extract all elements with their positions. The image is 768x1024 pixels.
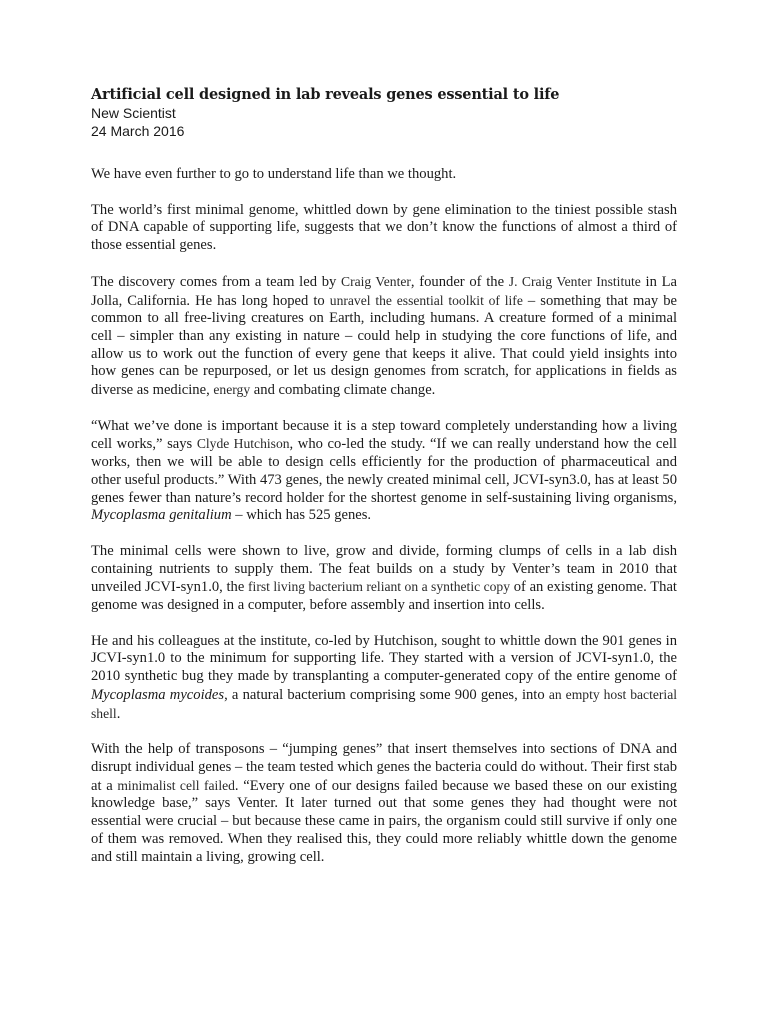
paragraph-7-text-a: With the help of transposons – “jumping genes” that insert themselves into sections of DNA and disrupt individual genes – the team tested which genes the bacteria could do without. Their first stab at a	[91, 741, 677, 794]
paragraph-4-text-a: “What we’ve done is important because it is a step toward completely understanding how a living cell works,” says	[91, 417, 677, 453]
paragraph-2	[91, 202, 677, 255]
article-source: New Scientist	[91, 105, 176, 121]
paragraph-3-text-e: and combating climate change.	[250, 382, 436, 399]
link-toolkit-of-life[interactable]: unravel the essential toolkit of life	[329, 292, 523, 308]
link-empty-host-shell[interactable]: an empty host bacterial shell	[91, 686, 678, 721]
link-first-living-bacterium[interactable]: first living bacterium reliant on a synthetic copy	[248, 579, 511, 595]
paragraph-6	[91, 633, 677, 724]
paragraph-7	[91, 741, 677, 866]
paragraph-3-text-d: – something that may be common to all free-living creatures on Earth, including humans. A creature formed of a minimal cell – simpler than any existing in nature – could help in studying the core functions of life, and allow us to work out the function of every gene that keeps it alive. That could yield insights into how genes can be repurposed, or let us design genomes from scratch, for applications in fields as diverse as medicine,	[91, 292, 677, 399]
paragraph-4-text-b: , who co-led the study. “If we can really understand how the cell works, then we will be able to design cells efficiently for the production of pharmaceutical and other useful products.” With 473 genes, the newly created minimal cell, JCVI-syn3.0, has at least 50 genes fewer than nature’s record holder for the shortest genome in self-sustaining living organisms,	[91, 436, 677, 506]
article-page	[91, 86, 677, 884]
paragraph-5-text-a: The minimal cells were shown to live, grow and divide, forming clumps of cells in a lab dish containing nutrients to supply them. The feat builds on a study by Venter’s team in 2010 that unveiled JCVI-syn1.0, the	[91, 542, 677, 596]
article-body	[91, 166, 677, 866]
paragraph-3-text-a: The discovery comes from a team led by	[91, 273, 342, 290]
article-headline: Artificial cell designed in lab reveals genes essential to life	[91, 86, 560, 103]
link-craig-venter[interactable]: Craig Venter	[341, 273, 411, 289]
paragraph-4-text-c: – which has 525 genes.	[231, 507, 372, 524]
paragraph-3-text-b: , founder of the	[410, 273, 509, 290]
species-mycoplasma-mycoides: Mycoplasma mycoides	[91, 686, 225, 703]
paragraph-4	[91, 418, 677, 525]
paragraph-5-text-b: of an existing genome. That genome was designed in a computer, before assembly and insertion into cells.	[91, 579, 677, 614]
paragraph-6-text-c: .	[116, 705, 121, 722]
link-jcvi-institute[interactable]: J. Craig Venter Institute	[508, 273, 641, 289]
paragraph-6-text-a: He and his colleagues at the institute, co-led by Hutchison, sought to whittle down the 901 genes in JCVI-syn1.0 to the minimum for supporting life. They started with a version of JCVI-syn1.0, the 2010 synthetic bug they made by transplanting a computer-generated copy of the entire genome of	[91, 632, 677, 685]
paragraph-1-text: We have even further to go to understand life than we thought.	[91, 166, 457, 182]
paragraph-6-text-b: , a natural bacterium comprising some 900 genes, into	[224, 686, 549, 703]
paragraph-5	[91, 543, 677, 615]
link-minimalist-cell-failed[interactable]: minimalist cell failed	[117, 777, 235, 793]
article-date: 24 March 2016	[91, 123, 185, 139]
paragraph-7-text-b: . “Every one of our designs failed because we based these on our existing knowledge base,” says Venter. It later turned out that some genes they had thought were not essential were crucial – but because these came in pairs, the organism could still survive if only one of them was removed. When they realised this, they could more reliably whittle down the genome and still maintain a living, growing cell.	[91, 777, 677, 865]
paragraph-3-text-c: in La Jolla, California. He has long hoped to	[91, 273, 678, 309]
paragraph-3	[91, 273, 677, 400]
paragraph-1	[91, 166, 677, 184]
link-clyde-hutchison[interactable]: Clyde Hutchison	[196, 436, 290, 452]
species-mycoplasma-genitalium: Mycoplasma genitalium	[91, 507, 232, 524]
link-energy[interactable]: energy	[213, 382, 251, 398]
paragraph-2-text: The world’s first minimal genome, whittled down by gene elimination to the tiniest possible stash of DNA capable of supporting life, suggests that we don’t know the functions of almost a third of those essential genes.	[91, 201, 677, 254]
